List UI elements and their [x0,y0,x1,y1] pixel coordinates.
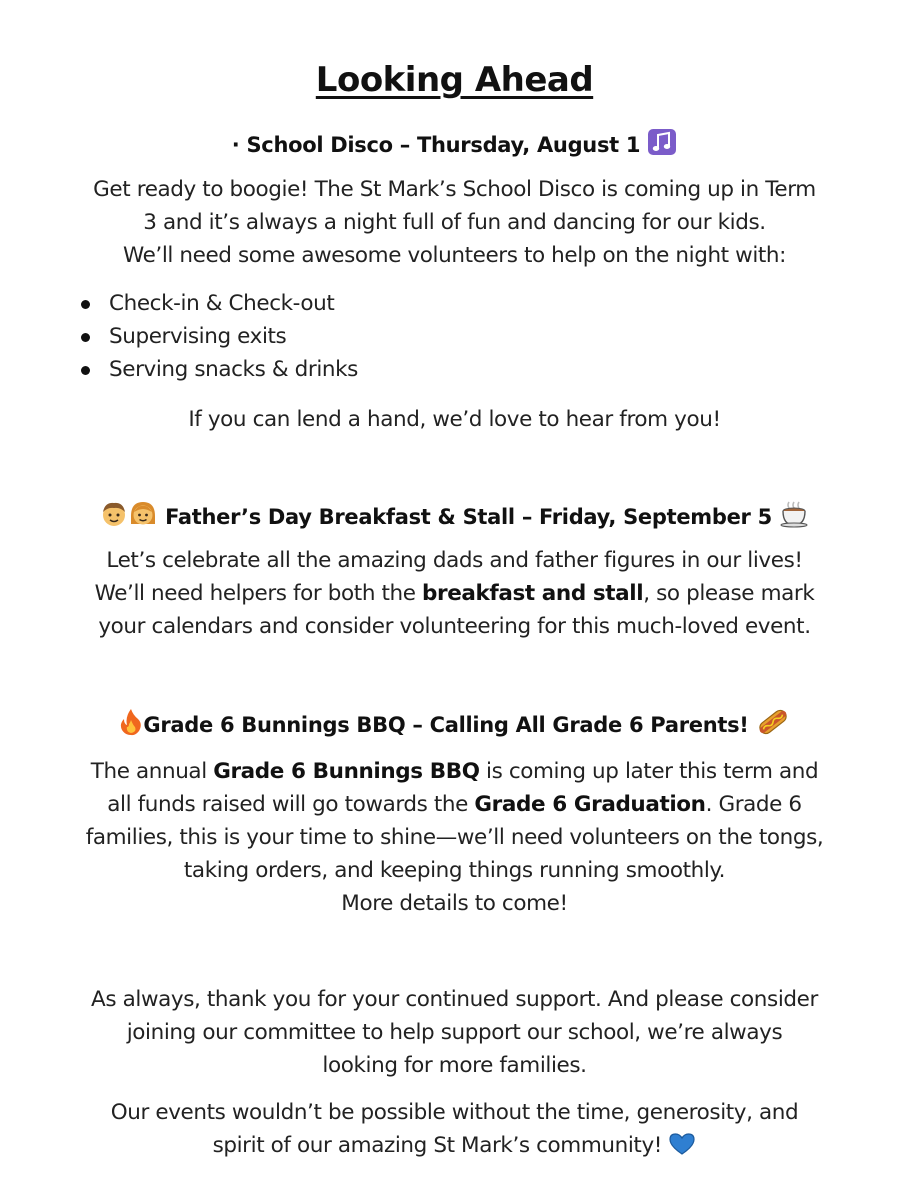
emphasis-text: Grade 6 Bunnings BBQ [213,759,480,784]
section-heading-bunnings-bbq [0,708,909,741]
list-item: Serving snacks & drinks [78,353,358,386]
man-face-icon [100,500,128,533]
emphasis-text: Grade 6 Graduation [474,792,706,817]
closing-thanks: As always, thank you for your continued support. And please consider joining our committee to help support our school, we’re always looking for more families. [91,987,818,1078]
heading-bullet: · [231,133,247,157]
bunnings-bbq-description: The annual Grade 6 Bunnings BBQ is coming up later this term and all funds raised will go towards the Grade 6 Graduation. Grade 6 families, this is your time to shine—we’ll need volunteers on the tongs, taking orders, and keeping things running smoothly. More details to come! [85,759,824,916]
fire-icon [119,708,143,741]
hot-dog-icon [756,708,790,741]
music-notes-icon [647,128,677,161]
emphasis-text: breakfast and stall [422,581,644,606]
coffee-cup-icon [779,500,809,533]
heading-text: Father’s Day Breakfast & Stall – Friday, September 5 [165,505,772,529]
school-disco-intro: Get ready to boogie! The St Mark’s School Disco is coming up in Term 3 and it’s always a night full of fun and dancing for our kids. We’ll need some awesome volunteers to help on the night with: [93,177,816,268]
volunteer-task-list [78,287,358,386]
blue-heart-icon [668,1132,696,1166]
list-item: Supervising exits [78,320,358,353]
child-face-icon [128,500,158,533]
closing-community: Our events wouldn’t be possible without the time, generosity, and spirit of our amazing St Mark’s community! [30,1096,879,1166]
school-disco-closing: If you can lend a hand, we’d love to hear from you! [188,407,721,432]
heading-text: Grade 6 Bunnings BBQ – Calling All Grade 6 Parents! [143,713,749,737]
section-heading-fathers-day [0,500,909,533]
fathers-day-description: Let’s celebrate all the amazing dads and father figures in our lives! We’ll need helpers for both the breakfast and stall, so please mark your calendars and consider volunteering for this much-loved event. [94,548,815,639]
list-item: Check-in & Check-out [78,287,358,320]
section-heading-school-disco [0,128,909,161]
page-title: Looking Ahead [315,60,594,100]
heading-text: School Disco – Thursday, August 1 [246,133,641,157]
